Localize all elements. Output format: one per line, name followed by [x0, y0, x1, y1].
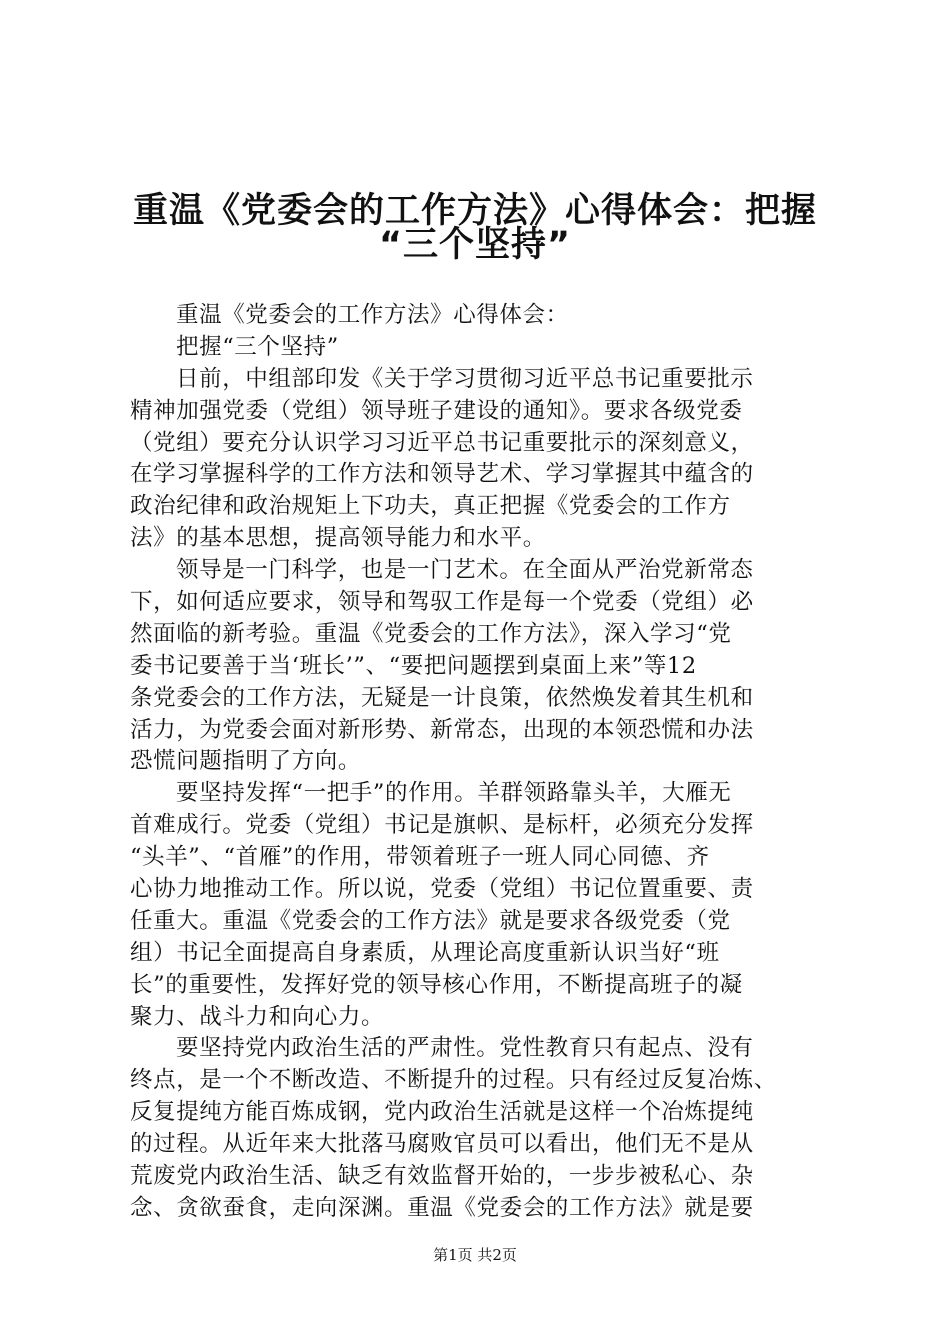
body-text-line: 委书记要善于当‘班长’”、“要把问题摆到桌面上来”等12 [130, 652, 697, 679]
body-text-line: 日前，中组部印发《关于学习贯彻习近平总书记重要批示 [176, 365, 754, 392]
body-text-line: 任重大。重温《党委会的工作方法》就是要求各级党委（党 [130, 907, 731, 934]
body-text-line: “头羊”、“首雁”的作用，带领着班子一班人同心同德、齐 [130, 844, 710, 871]
body-text-line: 条党委会的工作方法，无疑是一计良策，依然焕发着其生机和 [130, 684, 754, 711]
body-text-line: 政治纪律和政治规矩上下功夫，真正把握《党委会的工作方 [130, 493, 731, 520]
body-text-line: 组）书记全面提高自身素质，从理论高度重新认识当好“班 [130, 939, 720, 966]
body-text-line: 恐慌问题指明了方向。 [130, 748, 362, 775]
body-text-line: 心协力地推动工作。所以说，党委（党组）书记位置重要、责 [130, 876, 754, 903]
document-body [130, 300, 850, 1225]
page-footer: 第1页 共2页 [433, 1246, 517, 1264]
body-text-line: 然面临的新考验。重温《党委会的工作方法》，深入学习“党 [130, 620, 732, 647]
body-text-line: 在学习掌握科学的工作方法和领导艺术、学习掌握其中蕴含的 [130, 461, 754, 488]
document-title-continued [110, 212, 840, 278]
body-text-line: 活力，为党委会面对新形势、新常态，出现的本领恐慌和办法 [130, 716, 754, 743]
body-text-line: 要坚持党内政治生活的严肃性。党性教育只有起点、没有 [176, 1035, 754, 1062]
body-text-line: 把握“三个坚持” [176, 333, 339, 360]
title-line-1: 重温《党委会的工作方法》心得体会：把握 [132, 191, 817, 231]
title-line-2: “三个坚持” [378, 225, 571, 265]
body-text-line: 念、贪欲蚕食，走向深渊。重温《党委会的工作方法》就是要 [130, 1194, 754, 1221]
body-text-line: 重温《党委会的工作方法》心得体会： [176, 302, 569, 328]
body-text-line: 精神加强党委（党组）领导班子建设的通知》。要求各级党委 [130, 397, 743, 424]
body-text-line: 的过程。从近年来大批落马腐败官员可以看出，他们无不是从 [130, 1131, 754, 1158]
body-text-line: 首难成行。党委（党组）书记是旗帜、是标杆，必须充分发挥 [130, 812, 754, 839]
body-text-line: 要坚持发挥“一把手”的作用。羊群领路靠头羊，大雁无 [176, 780, 732, 807]
body-text-line: 长”的重要性，发挥好党的领导核心作用，不断提高班子的凝 [130, 971, 743, 998]
body-text-line: 终点，是一个不断改造、不断提升的过程。只有经过反复冶炼、 [130, 1067, 777, 1094]
body-text-line: 下，如何适应要求，领导和驾驭工作是每一个党委（党组）必 [130, 589, 754, 616]
body-text-line: 荒废党内政治生活、缺乏有效监督开始的，一步步被私心、杂 [130, 1163, 754, 1190]
body-text-line: 聚力、战斗力和向心力。 [130, 1003, 385, 1030]
body-text-line: 法》的基本思想，提高领导能力和水平。 [130, 525, 546, 552]
body-text-line: 反复提纯方能百炼成钢，党内政治生活就是这样一个冶炼提纯 [130, 1099, 754, 1126]
body-text-line: 领导是一门科学，也是一门艺术。在全面从严治党新常态 [176, 557, 754, 584]
body-text-line: （党组）要充分认识学习习近平总书记重要批示的深刻意义， [130, 429, 754, 456]
